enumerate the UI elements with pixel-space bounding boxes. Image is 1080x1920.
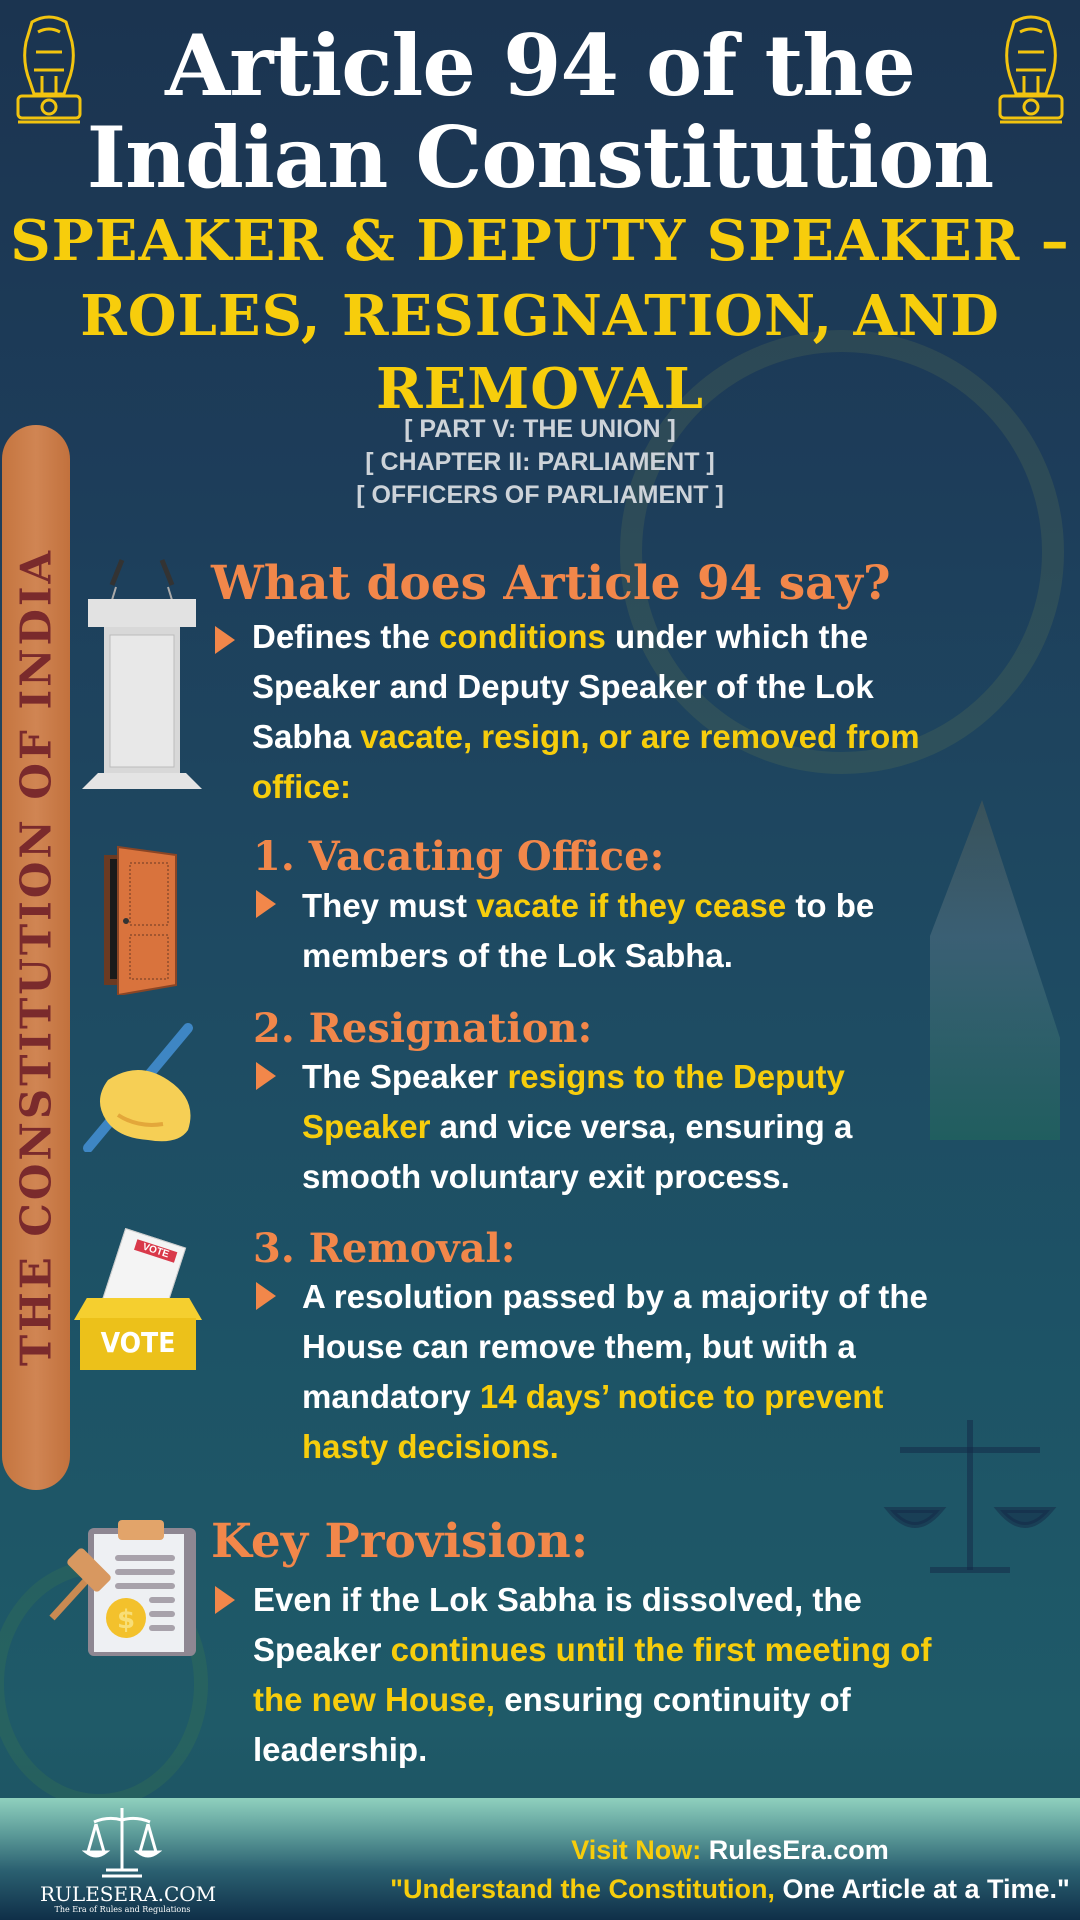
subtitle-line1: SPEAKER & DEPUTY SPEAKER – — [10, 208, 1070, 274]
intro-text — [252, 612, 1052, 812]
bullet-arrow-icon — [215, 626, 235, 654]
page-title-line1: Article 94 of the — [165, 16, 915, 115]
bullet-arrow-icon — [215, 1586, 235, 1614]
key-provision-line: the new House, ensuring continuity of — [253, 1681, 851, 1718]
breadcrumb-chapter: [ CHAPTER II: PARLIAMENT ] — [365, 448, 715, 476]
vacating-text — [302, 881, 1062, 981]
section-title-resignation: 2. Resignation: — [253, 1005, 593, 1052]
intro-line: Speaker and Deputy Speaker of the Lok — [252, 668, 874, 705]
resignation-line: The Speaker resigns to the Deputy — [302, 1058, 845, 1095]
visit-line — [380, 1831, 1080, 1869]
ballot-box-label: VOTE — [100, 1326, 176, 1359]
section-title-removal: 3. Removal: — [253, 1225, 516, 1272]
intro-line: office: — [252, 768, 351, 805]
footer — [0, 1798, 1080, 1920]
bullet-arrow-icon — [256, 890, 276, 918]
resignation-line: Speaker and vice versa, ensuring a — [302, 1108, 853, 1145]
key-provision-line: Even if the Lok Sabha is dissolved, the — [253, 1581, 862, 1618]
constitution-side-banner — [2, 425, 70, 1490]
svg-text:$: $ — [116, 1605, 136, 1635]
key-provision-line: Speaker continues until the first meeting of — [253, 1631, 932, 1668]
page-title-line2: Indian Constitution — [86, 108, 994, 207]
intro-line: Sabha vacate, resign, or are removed from — [252, 718, 920, 755]
logo-name: RULESERA.COM — [40, 1882, 217, 1906]
clipboard-gavel-icon — [48, 1518, 198, 1658]
logo-tagline: The Era of Rules and Regulations — [54, 1905, 191, 1914]
vacating-line: members of the Lok Sabha. — [302, 937, 733, 974]
removal-line: mandatory 14 days’ notice to prevent — [302, 1378, 884, 1415]
key-provision-title: Key Provision: — [211, 1514, 589, 1569]
scales-of-justice-icon — [82, 1804, 162, 1880]
visit-label: Visit Now: — [571, 1835, 702, 1865]
writing-hand-icon — [78, 1020, 208, 1152]
door-icon — [100, 845, 180, 995]
key-provision-text — [253, 1575, 1053, 1775]
removal-line: A resolution passed by a majority of the — [302, 1278, 928, 1315]
section-heading: What does Article 94 say? — [211, 556, 891, 611]
section-title-vacating: 1. Vacating Office: — [253, 833, 665, 880]
removal-text — [302, 1272, 1072, 1472]
side-banner-label: THE CONSTITUTION OF INDIA — [11, 547, 61, 1367]
bullet-arrow-icon — [256, 1062, 276, 1090]
visit-link[interactable]: RulesEra.com — [708, 1835, 889, 1865]
bullet-arrow-icon — [256, 1282, 276, 1310]
breadcrumb-part: [ PART V: THE UNION ] — [404, 415, 676, 443]
removal-line: hasty decisions. — [302, 1428, 559, 1465]
intro-line: Defines the conditions under which the — [252, 618, 869, 655]
resignation-text — [302, 1052, 1062, 1202]
key-provision-line: leadership. — [253, 1731, 428, 1768]
vacating-line: They must vacate if they cease to be — [302, 887, 875, 924]
breadcrumb-section: [ OFFICERS OF PARLIAMENT ] — [356, 481, 724, 509]
ballot-box-icon — [74, 1236, 202, 1372]
ballot-paper-icon: VOTE — [102, 1228, 186, 1320]
removal-line: House can remove them, but with a — [302, 1328, 856, 1365]
subtitle-line2: ROLES, RESIGNATION, AND — [80, 283, 1000, 349]
tagline: "Understand the Constitution, One Article at a Time." — [390, 1874, 1070, 1904]
resignation-line: smooth voluntary exit process. — [302, 1158, 790, 1195]
podium-icon — [82, 555, 202, 791]
subtitle-line3: REMOVAL — [376, 356, 704, 422]
